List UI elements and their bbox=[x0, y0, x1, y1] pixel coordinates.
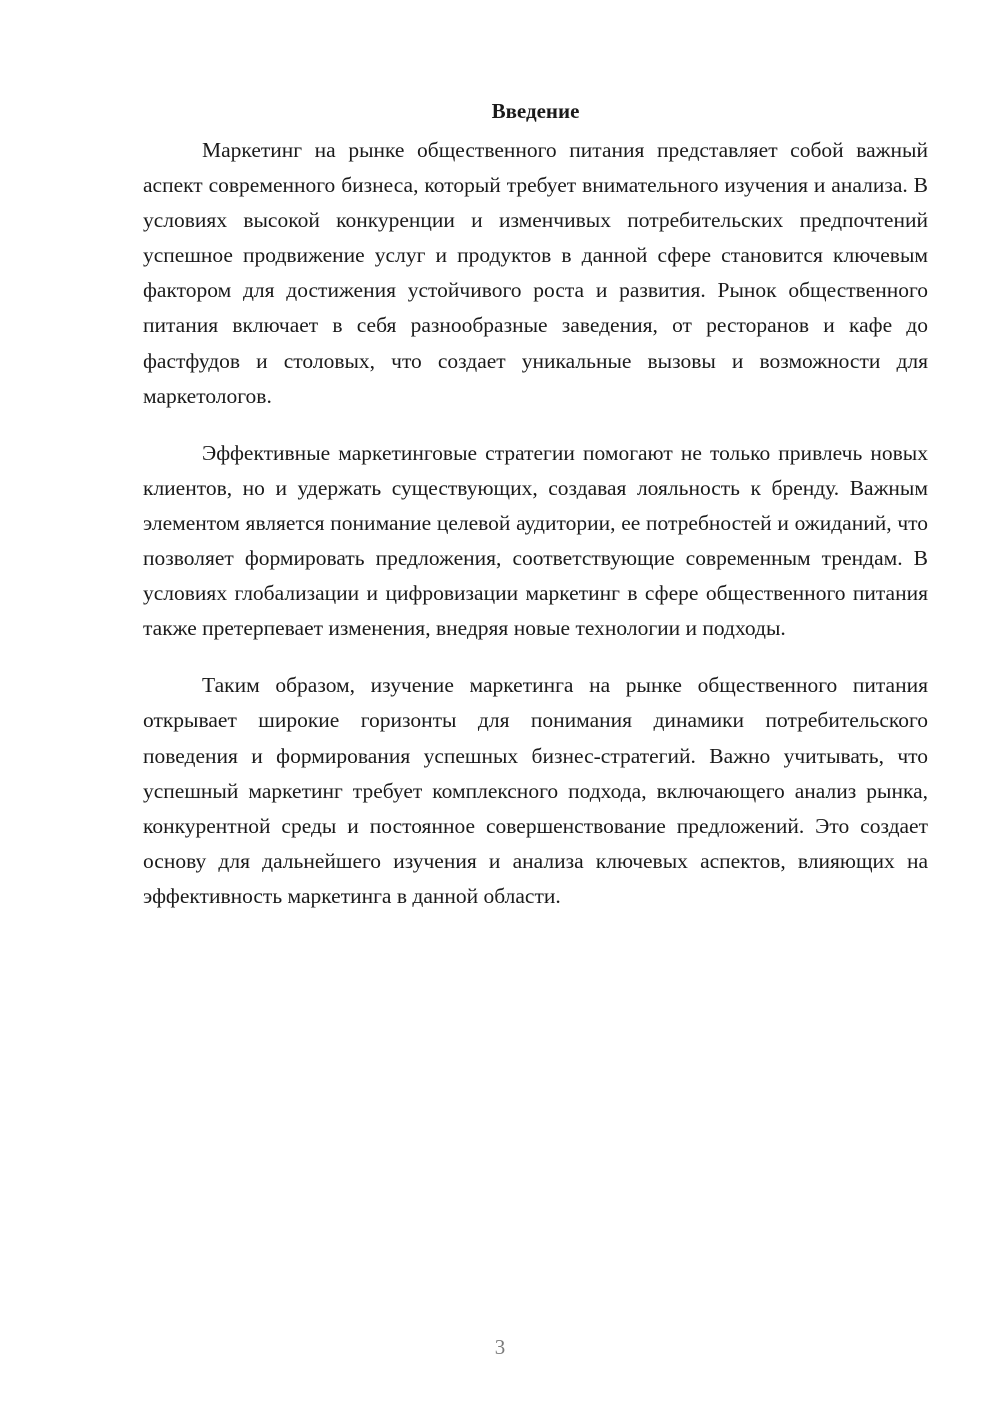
section-heading: Введение bbox=[491, 99, 580, 123]
paragraph-3: Таким образом, изучение маркетинга на рынке общественного питания открывает широкие горизонты для понимания динамики потребительского поведения и формирования успешных бизнес-стратегий. Важно учитывать, что успешный маркетинг требует комплексного подхода, включающего анализ рынка, конкурентной среды и постоянное совершенствование предложений. Это создает основу для дальнейшего изучения и анализа ключевых аспектов, влияющих на эффективность маркетинга в данной области. bbox=[143, 673, 928, 908]
paragraph-2: Эффективные маркетинговые стратегии помогают не только привлечь новых клиентов, но и удержать существующих, создавая лояльность к бренду. Важным элементом является понимание целевой аудитории, ее потребностей и ожиданий, что позволяет формировать предложения, соответствующие современным трендам. В условиях глобализации и цифровизации маркетинг в сфере общественного питания также претерпевает изменения, внедряя новые технологии и подходы. bbox=[143, 440, 928, 641]
page-number: 3 bbox=[494, 1335, 506, 1359]
page-content bbox=[143, 96, 928, 936]
paragraph-1: Маркетинг на рынке общественного питания представляет собой важный аспект современного бизнеса, который требует внимательного изучения и анализа. В условиях высокой конкуренции и изменчивых потребительских предпочтений успешное продвижение услуг и продуктов в данной сфере становится ключевым фактором для достижения устойчивого роста и развития. Рынок общественного питания включает в себя разнообразные заведения, от ресторанов и кафе до фастфудов и столовых, что создает уникальные вызовы и возможности для маркетологов. bbox=[143, 138, 928, 408]
